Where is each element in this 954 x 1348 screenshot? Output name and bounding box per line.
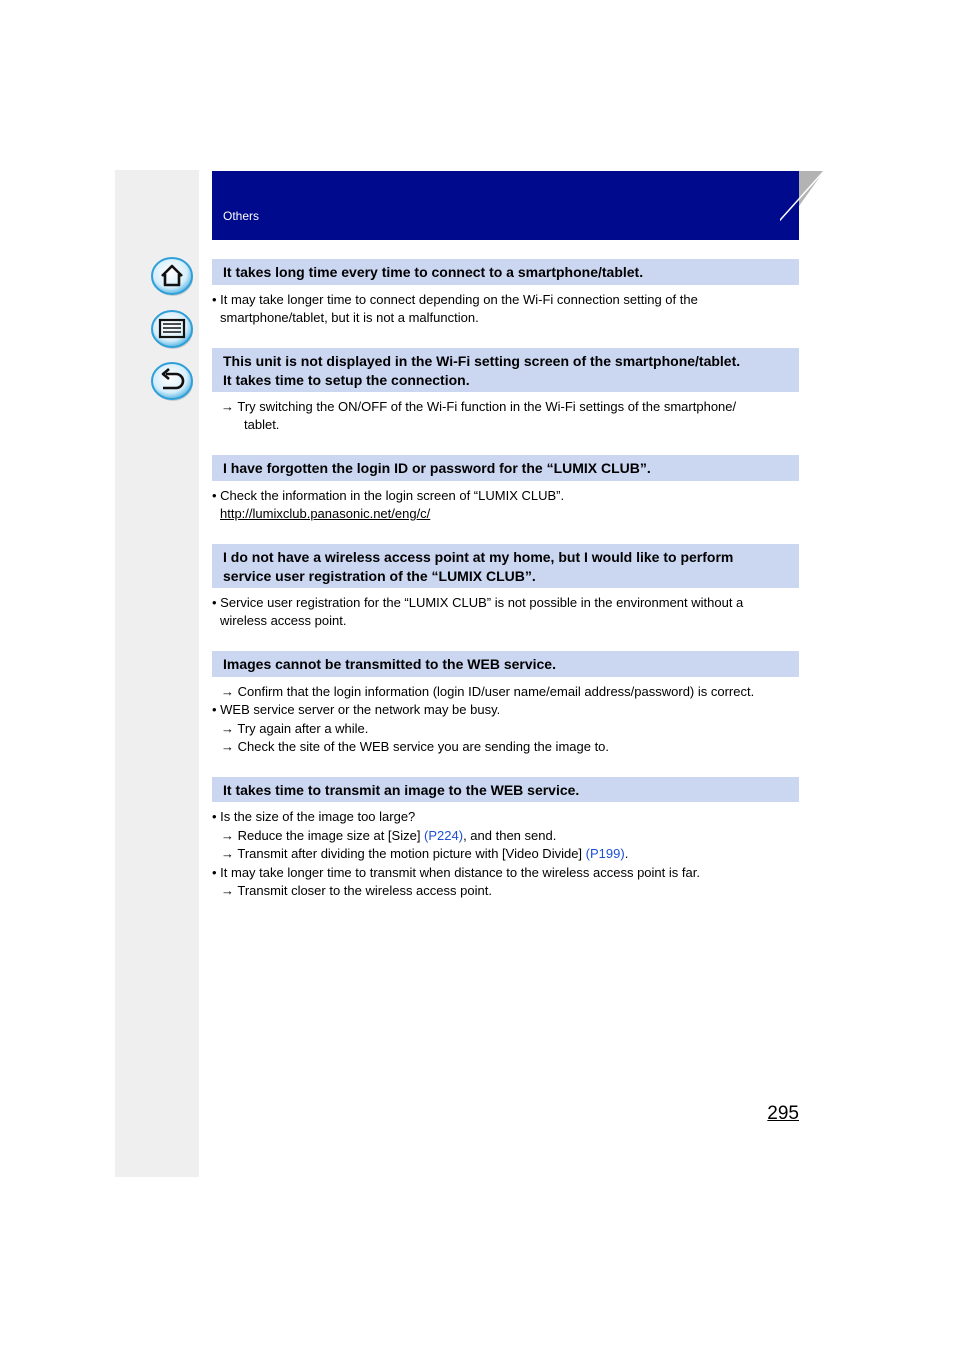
- body-text: • Is the size of the image too large?: [212, 809, 416, 824]
- section-heading: [212, 651, 799, 677]
- body-text: smartphone/tablet, but it is not a malfunction.: [220, 310, 479, 325]
- body-text: → Try switching the ON/OFF of the Wi-Fi function in the Wi-Fi settings of the smartphone/: [221, 399, 737, 414]
- heading-text: I have forgotten the login ID or password for the “LUMIX CLUB”.: [223, 460, 651, 476]
- page-number: 295: [767, 1103, 799, 1124]
- body-text-segment: → Reduce the image size at [Size]: [221, 828, 425, 843]
- header-corner-decoration: [780, 171, 824, 240]
- home-icon: [151, 256, 195, 298]
- menu-button[interactable]: [151, 309, 195, 349]
- body-text-segment: → Transmit after dividing the motion picture with [Video Divide]: [221, 846, 586, 861]
- section-heading: [212, 348, 799, 392]
- body-text: • WEB service server or the network may be busy.: [212, 702, 501, 717]
- heading-text: It takes time to setup the connection.: [223, 372, 470, 388]
- home-button[interactable]: [151, 256, 195, 296]
- back-button[interactable]: [151, 361, 195, 401]
- section-heading: [212, 259, 799, 285]
- body-text: → Try again after a while.: [221, 721, 369, 736]
- heading-text: I do not have a wireless access point at my home, but I would like to perform: [223, 549, 734, 565]
- page-reference-link[interactable]: (P199): [585, 846, 625, 861]
- body-text: → Confirm that the login information (login ID/user name/email address/password) is correct.: [221, 684, 755, 699]
- heading-text: It takes time to transmit an image to the WEB service.: [223, 782, 580, 798]
- section-heading: [212, 455, 799, 481]
- body-text: → Check the site of the WEB service you are sending the image to.: [221, 739, 610, 754]
- body-text: • It may take longer time to connect depending on the Wi-Fi connection setting of the: [212, 292, 698, 307]
- menu-list-icon: [151, 309, 195, 351]
- body-text: [221, 827, 556, 845]
- heading-text: Images cannot be transmitted to the WEB service.: [223, 656, 556, 672]
- body-text-segment: .: [624, 846, 629, 861]
- lumix-club-url-link[interactable]: http://lumixclub.panasonic.net/eng/c/: [220, 506, 431, 521]
- body-text: → Transmit closer to the wireless access point.: [221, 883, 492, 898]
- back-icon: [151, 361, 195, 403]
- section-header-bar: [212, 171, 799, 240]
- body-text: [221, 845, 628, 863]
- section-heading: [212, 544, 799, 588]
- body-text: wireless access point.: [220, 613, 347, 628]
- body-text-segment: , and then send.: [463, 828, 557, 843]
- section-label: Others: [223, 209, 260, 223]
- body-text: • Service user registration for the “LUMIX CLUB” is not possible in the environment without a: [212, 595, 744, 610]
- page-reference-link[interactable]: (P224): [424, 828, 464, 843]
- body-text: • Check the information in the login screen of “LUMIX CLUB”.: [212, 488, 565, 503]
- heading-text: It takes long time every time to connect to a smartphone/tablet.: [223, 264, 644, 280]
- heading-text: service user registration of the “LUMIX CLUB”.: [223, 568, 536, 584]
- heading-text: This unit is not displayed in the Wi-Fi setting screen of the smartphone/tablet.: [223, 353, 741, 369]
- section-heading: [212, 777, 799, 802]
- body-text: • It may take longer time to transmit when distance to the wireless access point is far.: [212, 865, 700, 880]
- body-text: tablet.: [244, 417, 280, 432]
